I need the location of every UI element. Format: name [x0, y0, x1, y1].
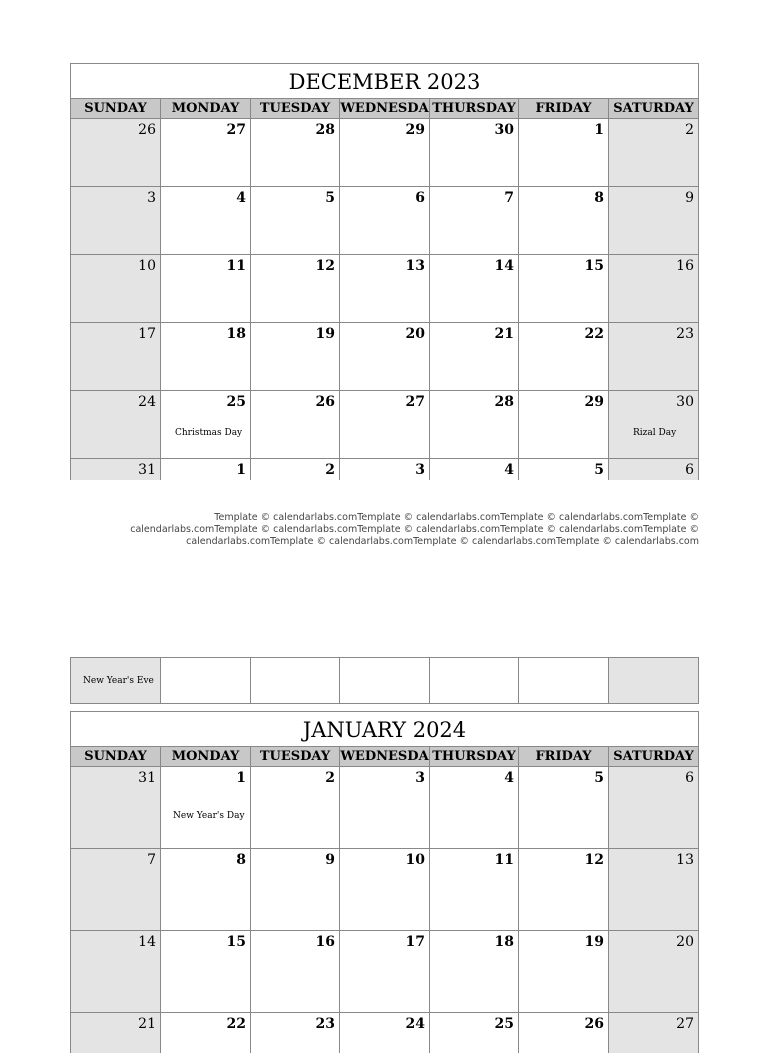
day-cell: [609, 767, 698, 848]
day-number: 22: [226, 1016, 246, 1032]
day-number: 25: [226, 394, 246, 410]
day-cell: [430, 187, 519, 254]
weekday-sunday: SUNDAY: [71, 747, 161, 766]
day-number: 15: [226, 934, 246, 950]
day-cell: [251, 391, 340, 458]
day-cell: [71, 187, 161, 254]
day-cell: [340, 187, 430, 254]
day-cell: [519, 459, 609, 480]
day-cell: [161, 849, 251, 930]
week-row-truncated: [70, 459, 699, 480]
day-cell: [519, 931, 609, 1012]
day-number: 31: [138, 770, 156, 786]
day-cell: [71, 255, 161, 322]
day-cell: [161, 391, 251, 458]
day-cell: [161, 1013, 251, 1053]
day-number: 13: [676, 852, 694, 868]
day-number: 5: [594, 770, 604, 786]
day-number: 6: [415, 190, 425, 206]
day-number: 31: [138, 462, 156, 478]
day-cell: [161, 658, 251, 703]
day-cell: [340, 658, 430, 703]
holiday-label-christmas: Christmas Day: [175, 428, 243, 438]
day-number: 2: [325, 462, 335, 478]
day-number: 11: [226, 258, 246, 274]
day-number: 10: [405, 852, 425, 868]
day-number: 4: [504, 770, 514, 786]
day-number: 26: [584, 1016, 604, 1032]
day-cell: [251, 459, 340, 480]
day-cell: [430, 767, 519, 848]
day-number: 3: [415, 462, 425, 478]
day-cell: [251, 323, 340, 390]
weekday-wednesday: WEDNESDA: [340, 101, 429, 116]
day-cell: [71, 323, 161, 390]
day-number: 1: [236, 770, 246, 786]
day-cell: [609, 1013, 698, 1053]
weekday-monday: MONDAY: [161, 99, 251, 118]
day-number: 4: [504, 462, 514, 478]
weekday-header-row: [70, 98, 699, 119]
week-row: [70, 849, 699, 931]
day-number: 21: [494, 326, 514, 342]
day-number: 11: [494, 852, 514, 868]
day-number: 13: [405, 258, 425, 274]
week-row-truncated: [70, 1013, 699, 1053]
day-cell: [609, 931, 698, 1012]
day-number: 2: [325, 770, 335, 786]
day-cell: [71, 767, 161, 848]
day-number: 30: [676, 394, 694, 410]
week-row: [70, 187, 699, 255]
day-cell: [519, 658, 609, 703]
weekday-friday: FRIDAY: [519, 99, 609, 118]
day-cell: [71, 119, 161, 186]
day-number: 24: [405, 1016, 425, 1032]
day-number: 14: [494, 258, 514, 274]
weekday-sunday: SUNDAY: [71, 99, 161, 118]
weekday-monday: MONDAY: [161, 747, 251, 766]
day-number: 1: [594, 122, 604, 138]
day-cell: [340, 1013, 430, 1053]
day-number: 5: [594, 462, 604, 478]
calendar-december: [70, 63, 699, 480]
day-number: 22: [584, 326, 604, 342]
day-number: 19: [584, 934, 604, 950]
day-cell: [519, 323, 609, 390]
day-number: 12: [315, 258, 335, 274]
day-cell: [251, 849, 340, 930]
weekday-header-row: [70, 746, 699, 767]
week-row: [70, 767, 699, 849]
day-number: 6: [685, 770, 694, 786]
day-number: 15: [584, 258, 604, 274]
day-number: 29: [584, 394, 604, 410]
day-cell: [161, 459, 251, 480]
day-number: 9: [325, 852, 335, 868]
day-number: 10: [138, 258, 156, 274]
day-number: 7: [147, 852, 156, 868]
day-number: 9: [685, 190, 694, 206]
day-cell: [609, 187, 698, 254]
day-cell: [71, 459, 161, 480]
weekday-friday: FRIDAY: [519, 747, 609, 766]
holiday-label-new-years-day: New Year's Day: [173, 811, 245, 821]
day-cell: [340, 849, 430, 930]
week-row: [70, 391, 699, 459]
day-cell: [161, 323, 251, 390]
day-cell: [340, 391, 430, 458]
day-cell: [251, 767, 340, 848]
day-number: 20: [405, 326, 425, 342]
day-number: 24: [138, 394, 156, 410]
day-cell: [519, 849, 609, 930]
day-cell: [609, 391, 698, 458]
day-cell: [71, 931, 161, 1012]
day-cell: [519, 1013, 609, 1053]
day-cell: [609, 119, 698, 186]
day-number: 3: [147, 190, 156, 206]
day-cell: [161, 931, 251, 1012]
day-number: 18: [494, 934, 514, 950]
day-number: 17: [405, 934, 425, 950]
day-number: 14: [138, 934, 156, 950]
day-number: 18: [226, 326, 246, 342]
day-cell: [519, 255, 609, 322]
holiday-label-rizal: Rizal Day: [633, 428, 677, 438]
day-number: 25: [494, 1016, 514, 1032]
day-number: 28: [315, 122, 335, 138]
day-number: 28: [494, 394, 514, 410]
day-number: 21: [138, 1016, 156, 1032]
day-cell: [251, 1013, 340, 1053]
day-cell: [71, 1013, 161, 1053]
day-number: 23: [676, 326, 694, 342]
week-row: [70, 323, 699, 391]
holiday-label-new-years-eve: New Year's Eve: [83, 676, 154, 686]
week-row: [70, 931, 699, 1013]
month-title: JANUARY 2024: [70, 711, 699, 746]
week-row: [70, 255, 699, 323]
template-footer: Template © calendarlabs.comTemplate © calendarlabs.comTemplate © calendarlabs.comTemplate © calendarlabs.comTemplate © calendarlabs.comTemplate © calendarlabs.comTemplate © calendarlabs.comTemplate © calendarlabs.comTemplate © calendarlabs.comTemplate © calendarlabs.comTemplate © calendarlabs.com: [130, 512, 699, 547]
day-cell: [430, 391, 519, 458]
day-cell: [251, 187, 340, 254]
spill-week-row: [70, 657, 699, 704]
day-cell: [71, 391, 161, 458]
day-number: 26: [315, 394, 335, 410]
day-cell: [430, 255, 519, 322]
day-number: 8: [594, 190, 604, 206]
day-cell: [161, 767, 251, 848]
day-cell: [609, 658, 698, 703]
day-number: 3: [415, 770, 425, 786]
day-number: 12: [584, 852, 604, 868]
day-cell: [609, 849, 698, 930]
day-number: 23: [315, 1016, 335, 1032]
day-cell: [340, 931, 430, 1012]
day-cell: [519, 767, 609, 848]
day-cell: [71, 658, 161, 703]
day-number: 30: [494, 122, 514, 138]
day-cell: [519, 391, 609, 458]
day-number: 29: [405, 122, 425, 138]
day-number: 19: [315, 326, 335, 342]
day-cell: [340, 459, 430, 480]
day-number: 26: [138, 122, 156, 138]
day-cell: [251, 658, 340, 703]
day-number: 1: [236, 462, 246, 478]
day-number: 27: [676, 1016, 694, 1032]
weekday-thursday: THURSDAY: [430, 747, 519, 766]
day-number: 6: [685, 462, 694, 478]
day-cell: [161, 119, 251, 186]
day-cell: [340, 119, 430, 186]
day-number: 20: [676, 934, 694, 950]
day-cell: [519, 119, 609, 186]
day-cell: [430, 931, 519, 1012]
day-cell: [340, 767, 430, 848]
day-number: 2: [685, 122, 694, 138]
day-cell: [609, 323, 698, 390]
day-number: 27: [405, 394, 425, 410]
weekday-tuesday: TUESDAY: [251, 747, 340, 766]
week-row: [70, 119, 699, 187]
day-cell: [430, 849, 519, 930]
day-cell: [609, 459, 698, 480]
weekday-tuesday: TUESDAY: [251, 99, 340, 118]
weekday-wednesday: WEDNESDA: [340, 749, 429, 764]
day-number: 16: [315, 934, 335, 950]
day-cell: [430, 459, 519, 480]
day-number: 27: [226, 122, 246, 138]
spill-row: [70, 657, 699, 704]
day-cell: [430, 1013, 519, 1053]
day-cell: [430, 323, 519, 390]
day-cell: [340, 255, 430, 322]
day-cell: [519, 187, 609, 254]
day-cell: [71, 849, 161, 930]
month-title: DECEMBER 2023: [70, 63, 699, 98]
day-cell: [430, 119, 519, 186]
day-cell: [430, 658, 519, 703]
day-number: 4: [236, 190, 246, 206]
day-cell: [251, 119, 340, 186]
day-cell: [340, 323, 430, 390]
day-cell: [161, 187, 251, 254]
weekday-thursday: THURSDAY: [430, 99, 519, 118]
day-number: 5: [325, 190, 335, 206]
day-number: 16: [676, 258, 694, 274]
day-number: 8: [236, 852, 246, 868]
day-number: 17: [138, 326, 156, 342]
calendar-january: [70, 711, 699, 1053]
day-cell: [609, 255, 698, 322]
weekday-saturday: SATURDAY: [613, 101, 694, 116]
weekday-saturday: SATURDAY: [613, 749, 694, 764]
day-cell: [161, 255, 251, 322]
day-cell: [251, 931, 340, 1012]
day-number: 7: [504, 190, 514, 206]
day-cell: [251, 255, 340, 322]
